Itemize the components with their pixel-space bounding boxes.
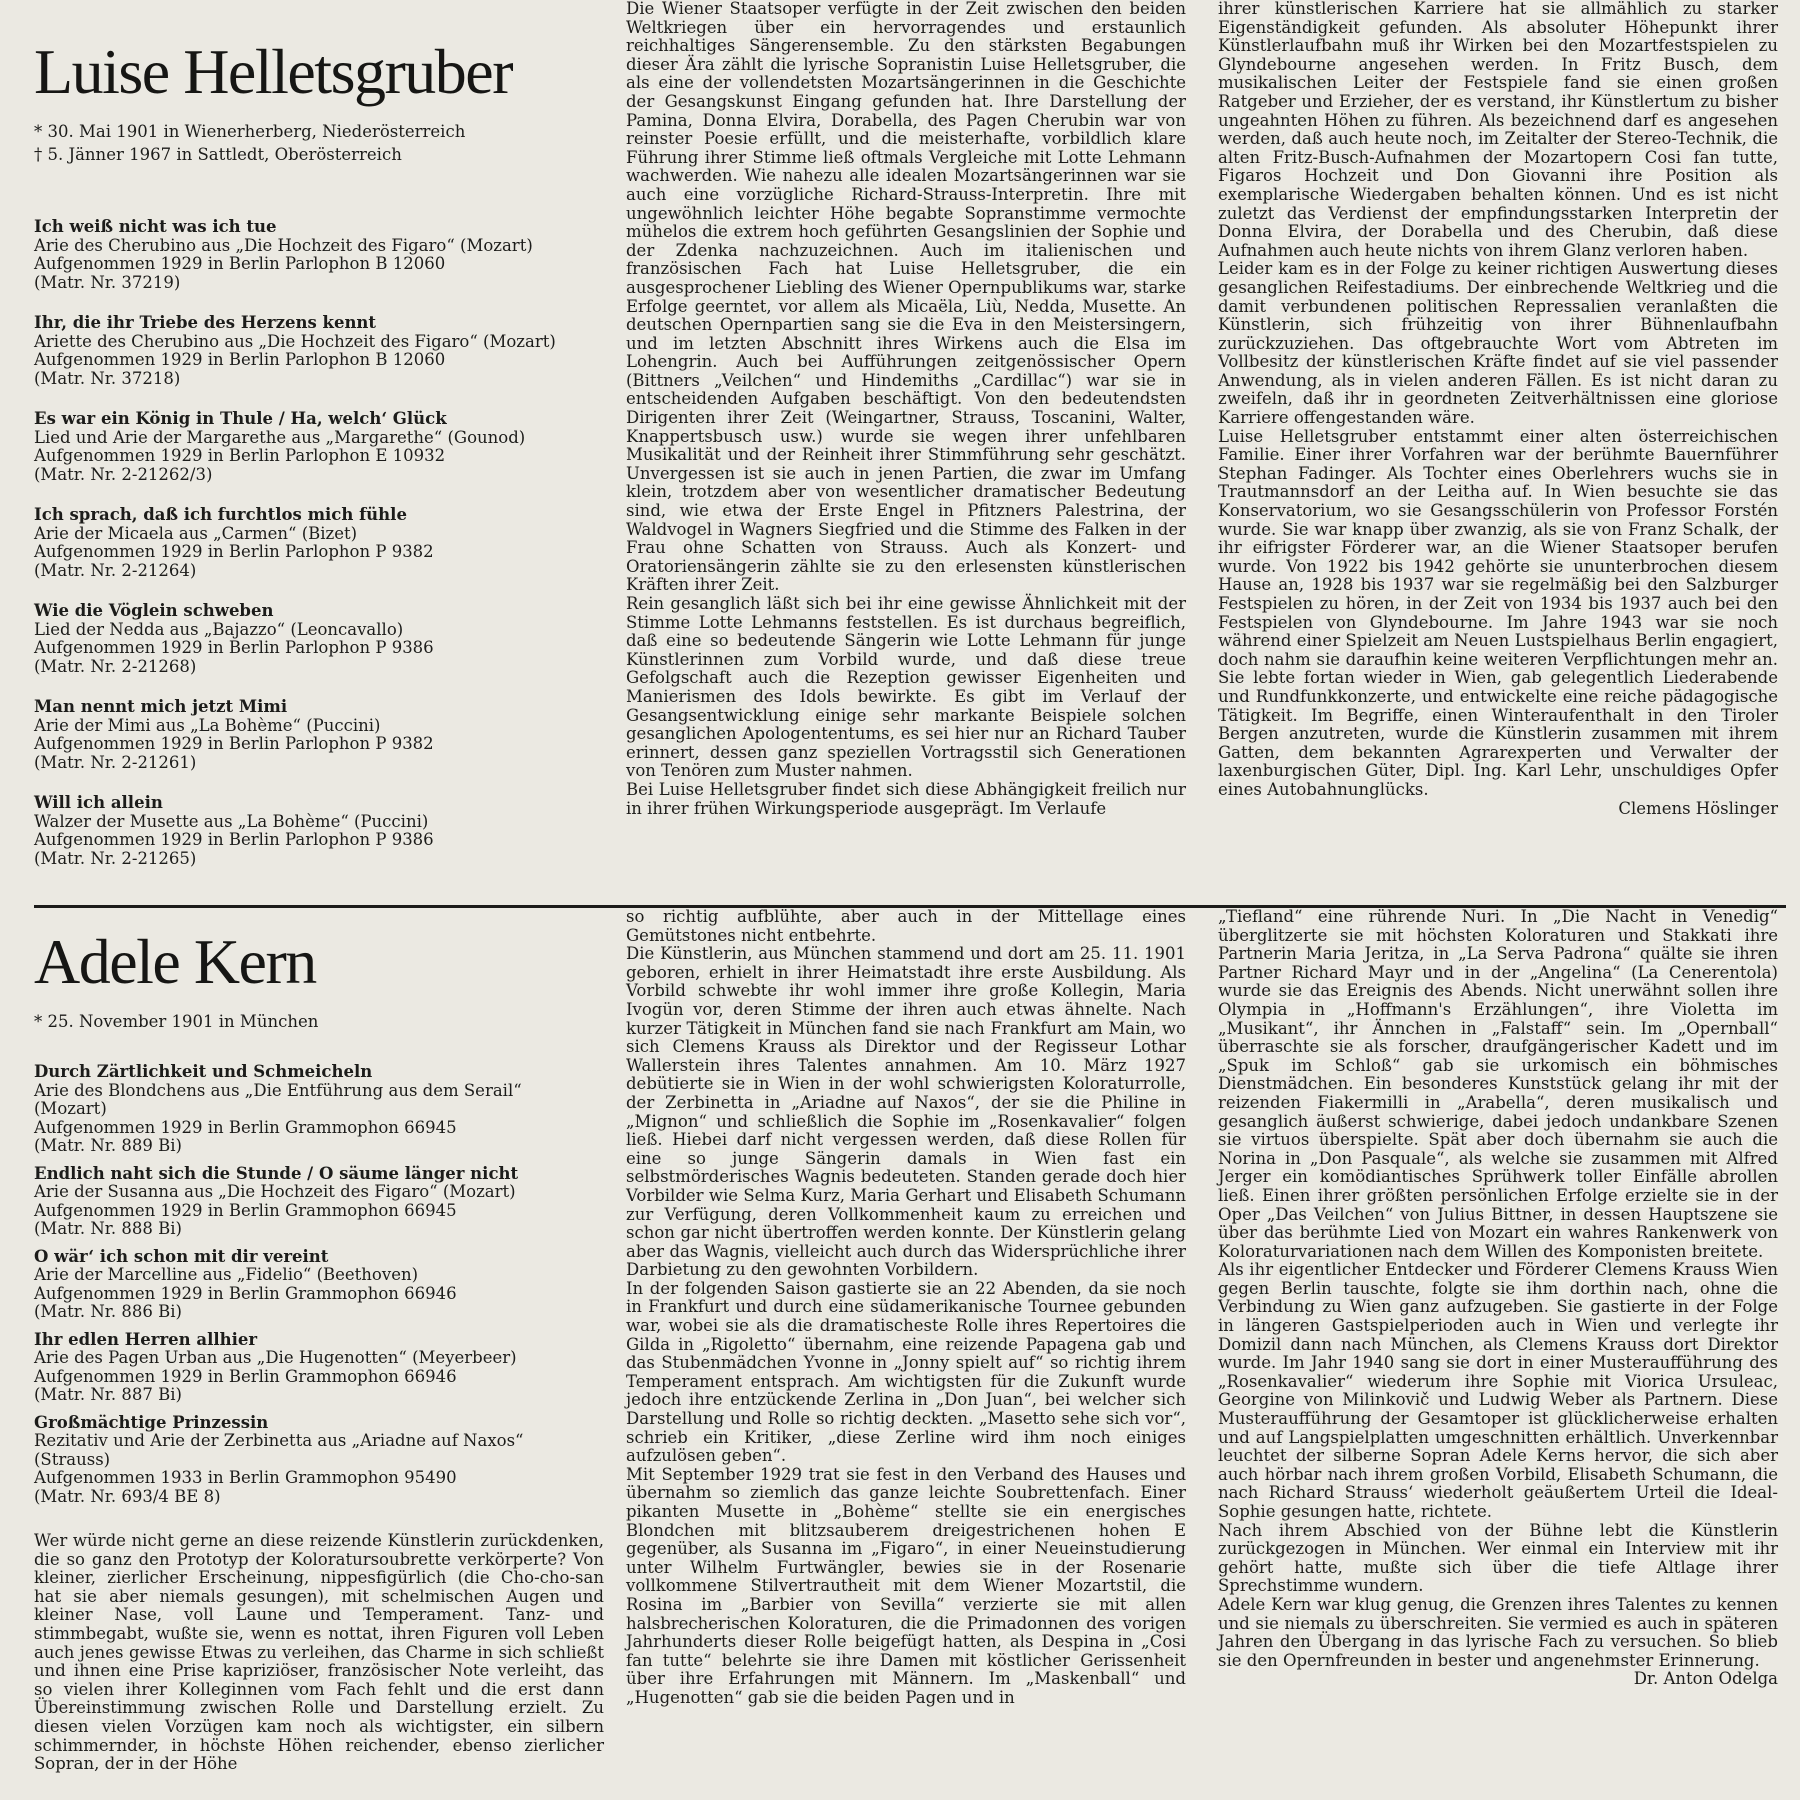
kern-section bbox=[0, 908, 1800, 1800]
recording-title: Ihr edlen Herren allhier bbox=[34, 1329, 258, 1349]
recording-info: Aufgenommen 1929 in Berlin Parlophon P 9382 bbox=[34, 542, 434, 561]
recording-info: Aufgenommen 1929 in Berlin Grammophon 66945 bbox=[34, 1117, 457, 1137]
recording-title: Man nennt mich jetzt Mimi bbox=[34, 697, 288, 716]
recording-info: Aufgenommen 1929 in Berlin Grammophon 66945 bbox=[34, 1200, 457, 1220]
recording-entry bbox=[34, 1331, 604, 1405]
recording-entry bbox=[34, 698, 604, 772]
recording-entry bbox=[34, 602, 604, 676]
biography-text bbox=[1218, 0, 1778, 800]
matrix-number: (Matr. Nr. 37219) bbox=[34, 272, 181, 292]
recording-title: Es war ein König in Thule / Ha, welch‘ Glück bbox=[34, 409, 447, 428]
paragraph: In der folgenden Saison gastierte sie an 22 Abenden, da sie noch in Frankfurt und durch eine südamerikanische Tournee gebunden war, wobei sie als die dramatischeste Rolle ihres Repertoires die Gilda in „Rigoletto“ übernahm, eine reizende Papagena gab und das Stubenmädchen Yvonne in „Jonny spielt auf“ so richtig ihrem Temperament entsprach. Am wichtigsten für die Zukunft wurde jedoch ihre entzückende Zerlina in „Don Juan“, bei welcher sich Darstellung und Rolle so richtig deckten. „Masetto sehe sich vor“, schrieb ein Kritiker, „diese Zerline wird ihm noch einiges aufzulösen geben“. bbox=[626, 1278, 1186, 1466]
paragraph: „Tiefland“ eine rührende Nuri. In „Die Nacht in Venedig“ überglitzerte sie mit höchsten Koloraturen und Stakkati ihre Partnerin Maria Jeritza, in „La Serva Padrona“ quälte sie ihren Partner Richard Mayr und in der „Angelina“ (La Cenerentola) wurde sie das Ereignis des Abends. Nicht unerwähnt sollen ihre Olympia in „Hoffmann's Erzählungen“, ihre Violetta im „Musikant“, ihr Ännchen in „Falstaff“ sein. Im „Opernball“ überraschte sie als forscher, draufgängerischer Kadett und im „Spuk im Schloß“ gab sie urkomisch ein böhmisches Dienstmädchen. Ein besonderes Kunststück gelang ihr mit der reizenden Fiakermilli in „Arabella“, deren musikalisch und gesanglich äußerst schwierige, dabei jedoch undankbare Szenen sie virtuos überspielte. Spät aber doch übernahm sie auch die Norina in „Don Pasquale“, als welche sie zusammen mit Alfred Jerger ein komödiantisches Sprühwerk toller Einfälle abrollen ließ. Einen ihrer größten persönlichen Erfolge erzielte sie in der Oper „Das Veilchen“ von Julius Bittner, in dessen Hauptszene sie über das berühmte Lied von Mozart ein wahres Rankenwerk von Koloraturvariationen nach dem Willen des Komponisten breitete. bbox=[1218, 907, 1778, 1261]
matrix-number: (Matr. Nr. 37218) bbox=[34, 368, 181, 388]
recording-description: Arie des Pagen Urban aus „Die Hugenotten“ (Meyerbeer) bbox=[34, 1348, 517, 1367]
recording-entry bbox=[34, 314, 604, 388]
helletsgruber-column-2 bbox=[626, 0, 1186, 818]
paragraph: Die Künstlerin, aus München stammend und dort am 25. 11. 1901 geboren, erhielt in ihrer Heimatstadt ihre erste Ausbildung. Als Vorbild schwebte ihr wohl immer ihre große Kollegin, Maria Ivogün vor, deren Stimme der ihren auch etwas ähnelte. Nach kurzer Tätigkeit in München fand sie nach Frankfurt am Main, wo sich Clemens Krauss als Direktor und der Regisseur Lothar Wallerstein ihres Talentes annahmen. Am 10. März 1927 debütierte sie in Wien in der wohl schwierigsten Koloraturrolle, der Zerbinetta in „Ariadne auf Naxos“, der sie die Philine in „Mignon“ und schließlich die Sophie im „Rosenkavalier“ folgen ließ. Hiebei darf nicht vergessen werden, daß diese Rollen für eine so junge Sängerin damals in Wien fast ein selbstmörderisches Wagnis bedeuteten. Standen gerade doch hier Vorbilder wie Selma Kurz, Maria Gerhart und Elisabeth Schumann zur Verfügung, deren Vollkommenheit kaum zu erreichen und schon gar nicht übertroffen werden konnte. Der Künstlerin gelang aber das Wagnis, vielleicht auch durch das Widersprüchliche ihrer Darbietung zu den gewohnten Vorbildern. bbox=[626, 944, 1186, 1280]
biography-text bbox=[1218, 908, 1778, 1670]
recording-info: Aufgenommen 1929 in Berlin Parlophon P 9382 bbox=[34, 734, 434, 753]
recording-info: Aufgenommen 1933 in Berlin Grammophon 95490 bbox=[34, 1468, 457, 1487]
birth-line: * 25. November 1901 in München bbox=[34, 1012, 319, 1031]
recording-description: Arie der Mimi aus „La Bohème“ (Puccini) bbox=[34, 715, 381, 735]
matrix-number: (Matr. Nr. 2-21262/3) bbox=[34, 464, 213, 484]
author-signature: Clemens Höslinger bbox=[1618, 798, 1778, 818]
recording-entry bbox=[34, 1248, 604, 1322]
recording-title: Will ich allein bbox=[34, 793, 163, 812]
matrix-number: (Matr. Nr. 887 Bi) bbox=[34, 1385, 182, 1404]
recording-info: Aufgenommen 1929 in Berlin Parlophon B 12060 bbox=[34, 254, 446, 273]
artist-name: Adele Kern bbox=[34, 926, 316, 997]
artist-name: Luise Helletsgruber bbox=[34, 36, 512, 107]
recording-entry bbox=[34, 1165, 604, 1239]
matrix-number: (Matr. Nr. 886 Bi) bbox=[34, 1302, 182, 1321]
recording-list bbox=[34, 1063, 604, 1506]
death-line: † 5. Jänner 1967 in Sattledt, Oberösterreich bbox=[34, 145, 402, 164]
recording-title: Endlich naht sich die Stunde / O säume länger nicht bbox=[34, 1163, 519, 1183]
recording-entry bbox=[34, 218, 604, 292]
matrix-number: (Matr. Nr. 889 Bi) bbox=[34, 1136, 182, 1155]
recording-title: Ich sprach, daß ich furchtlos mich fühle bbox=[34, 505, 407, 524]
recording-title: Ich weiß nicht was ich tue bbox=[34, 217, 277, 236]
matrix-number: (Matr. Nr. 2-21265) bbox=[34, 848, 197, 868]
recording-info: Aufgenommen 1929 in Berlin Grammophon 66946 bbox=[34, 1366, 457, 1386]
paragraph: Mit September 1929 trat sie fest in den Verband des Hauses und übernahm so ziemlich das ganze leichte Soubrettenfach. Einer pikanten Musette in „Bohème“ stellte sie ein energisches Blondchen mit blitzsauberem dreigestrichenen hohen E gegenüber, als Susanna im „Figaro“, in einer Neueinstudierung unter Wilhelm Furtwängler, bewies sie in der Rosenarie vollkommene Stilvertrautheit mit dem Wiener Mozartstil, die Rosina im „Barbier von Sevilla“ verzierte sie mit allen halsbrecherischen Koloraturen, die die Primadonnen des vorigen Jahrhunderts dieser Rolle beigefügt hatten, als Despina in „Cosi fan tutte“ belehrte sie ihre Damen mit köstlicher Gerissenheit über ihre Erfahrungen mit Männern. Im „Maskenball“ und „Hugenotten“ gab sie die beiden Pagen und in bbox=[626, 1464, 1186, 1707]
recording-description: Arie des Cherubino aus „Die Hochzeit des Figaro“ (Mozart) bbox=[34, 235, 533, 255]
helletsgruber-column-1 bbox=[34, 0, 604, 890]
recording-title: Durch Zärtlichkeit und Schmeicheln bbox=[34, 1062, 373, 1081]
recording-entry bbox=[34, 1063, 604, 1156]
recording-description: Arie der Susanna aus „Die Hochzeit des Figaro“ (Mozart) bbox=[34, 1182, 516, 1201]
paragraph: Die Wiener Staatsoper verfügte in der Zeit zwischen den beiden Weltkriegen über ein hervorragendes und erstaunlich reichhaltiges Sängerensemble. Zu den stärksten Begabungen dieser Ära zählt die lyrische Sopranistin Luise Helletsgruber, die als eine der vollendetsten Mozartsängerinnen in die Geschichte der Gesangskunst Eingang gefunden hat. Ihre Darstellung der Pamina, Donna Elvira, Dorabella, des Pagen Cherubin war von reinster Poesie erfüllt, und die meisterhafte, vorbildlich klare Führung ihrer Stimme ließ oftmals Vergleiche mit Lotte Lehmann wachwerden. Wie nahezu alle idealen Mozartsängerinnen war sie auch eine vorzügliche Richard-Strauss-Interpretin. Ihre mit ungewöhnlich leichter Höhe begabte Sopranstimme vermochte mühelos die extrem hoch geführten Gesangslinien der Sophie und der Zdenka nachzuzeichnen. Auch im italienischen und französischen Fach hat Luise Helletsgruber, die ein ausgesprochener Liebling des Wiener Opernpublikums war, starke Erfolge geerntet, vor allem als Micaëla, Liù, Nedda, Musette. An deutschen Opernpartien sang sie die Eva in den Meistersingern, und im letzten Abschnitt ihres Wirkens auch die Elsa im Lohengrin. Auch bei Aufführungen zeitgenössischer Opern (Bittners „Veilchen“ und Hindemiths „Cardillac“) war sie in entscheidenden Aufgaben beschäftigt. Von den bedeutendsten Dirigenten ihrer Zeit (Weingartner, Strauss, Toscanini, Walter, Knappertsbusch usw.) wurde sie wegen ihrer unfehlbaren Musikalität und der Reinheit ihrer Stimmführung sehr geschätzt. Unvergessen ist sie auch in jenen Partien, die zwar im Umfang klein, trotzdem aber von wesentlicher dramatischer Bedeutung sind, wie etwa der Erste Engel in Pfitzners Palestrina, der Waldvogel in Wagners Siegfried und die Stimme des Falken in der Frau ohne Schatten von Strauss. Auch als Konzert- und Oratoriensängerin zählte sie zu den erlesensten künstlerischen Kräften ihrer Zeit. bbox=[626, 0, 1186, 595]
recording-info: Aufgenommen 1929 in Berlin Parlophon B 12060 bbox=[34, 350, 446, 369]
helletsgruber-column-3 bbox=[1218, 0, 1778, 818]
paragraph: ihrer künstlerischen Karriere hat sie allmählich zu starker Eigenständigkeit gefunden. Als absoluter Höhepunkt ihrer Künstlerlaufbahn muß ihr Wirken bei den Mozartfestspielen zu Glyndebourne angesehen werden. In Fritz Busch, dem musikalischen Leiter der Festspiele fand sie einen großen Ratgeber und Erzieher, der es verstand, ihr Künstlertum zu bisher ungeahnten Höhen zu führen. Als bezeichnend darf es angesehen werden, daß auch heute noch, im Zeitalter der Stereo-Technik, die alten Fritz-Busch-Aufnahmen der Mozartopern Cosi fan tutte, Figaros Hochzeit und Don Giovanni ihre Position als exemplarische Wiedergaben behalten können. Und es ist nicht zuletzt das Verdienst der empfindungsstarken Interpretin der Donna Elvira, der Dorabella und des Cherubin, daß diese Aufnahmen auch heute nichts von ihrem Glanz verloren haben. bbox=[1218, 0, 1778, 260]
biography-text bbox=[34, 1532, 604, 1774]
paragraph: Adele Kern war klug genug, die Grenzen ihres Talentes zu kennen und sie niemals zu überschreiten. Sie vermied es auch in späteren Jahren den Übergang in das lyrische Fach zu versuchen. So blieb sie den Opernfreunden in bester und angenehmster Erinnerung. bbox=[1218, 1594, 1778, 1670]
paragraph: so richtig aufblühte, aber auch in der Mittellage eines Gemütstones nicht entbehrte. bbox=[626, 907, 1186, 945]
matrix-number: (Matr. Nr. 693/4 BE 8) bbox=[34, 1486, 221, 1506]
recording-description: Walzer der Musette aus „La Bohème“ (Puccini) bbox=[34, 811, 429, 831]
paragraph: Als ihr eigentlicher Entdecker und Förderer Clemens Krauss Wien gegen Berlin tauschte, folgte sie ihm dorthin nach, ohne die Verbindung zu Wien ganz aufzugeben. Sie gastierte in der Folge in längeren Gastspielperioden auch in Wien und verlegte ihr Domizil dann nach München, als Clemens Krauss dort Direktor wurde. Im Jahr 1940 sang sie dort in einer Musteraufführung des „Rosenkavalier“ wiederum ihre Sophie mit Viorica Ursuleac, Georgine von Milinkovič und Ludwig Weber als Partnern. Diese Musteraufführung der Gesamtoper ist glücklicherweise erhalten und auf Langspielplatten umgeschnitten erhältlich. Unverkennbar leuchtet der silberne Sopran Adele Kerns hervor, die sich aber auch hörbar nach ihrem großen Vorbild, Elisabeth Schumann, die nach Richard Strauss‘ wiederholt geäußertem Urteil die Ideal-Sophie gesungen hatte, richtete. bbox=[1218, 1260, 1778, 1521]
recording-title: Ihr, die ihr Triebe des Herzens kennt bbox=[34, 313, 377, 332]
paragraph: Bei Luise Helletsgruber findet sich diese Abhängigkeit freilich nur in ihrer frühen Wirkungsperiode ausgeprägt. Im Verlaufe bbox=[626, 779, 1186, 818]
recording-entry bbox=[34, 410, 604, 484]
recording-description: Arie des Blondchens aus „Die Entführung aus dem Serail“ bbox=[34, 1080, 522, 1100]
matrix-number: (Matr. Nr. 2-21268) bbox=[34, 656, 197, 676]
recording-list bbox=[34, 218, 604, 868]
recording-description: Ariette des Cherubino aus „Die Hochzeit des Figaro“ (Mozart) bbox=[34, 331, 556, 351]
recording-info: Aufgenommen 1929 in Berlin Grammophon 66946 bbox=[34, 1283, 457, 1303]
author-signature: Dr. Anton Odelga bbox=[1633, 1669, 1778, 1689]
recording-entry bbox=[34, 506, 604, 580]
matrix-number: (Matr. Nr. 888 Bi) bbox=[34, 1219, 182, 1238]
recording-title: O wär‘ ich schon mit dir vereint bbox=[34, 1246, 329, 1266]
kern-column-3 bbox=[1218, 908, 1778, 1689]
recording-composer: (Strauss) bbox=[34, 1449, 111, 1469]
recording-info: Aufgenommen 1929 in Berlin Parlophon P 9386 bbox=[34, 638, 434, 657]
life-dates bbox=[34, 120, 604, 166]
recording-description: Lied und Arie der Margarethe aus „Margarethe“ (Gounod) bbox=[34, 427, 526, 447]
recording-title: Großmächtige Prinzessin bbox=[34, 1412, 269, 1432]
paragraph: Wer würde nicht gerne an diese reizende Künstlerin zurückdenken, die so ganz den Prototyp der Koloratursoubrette verkörperte? Von kleiner, zierlicher Erscheinung, nippesfigürlich (die Cho-cho-san hat sie aber niemals gesungen), mit schelmischen Augen und kleiner Nase, voll Laune und Temperament. Tanz- und stimmbegabt, wußte sie, wenn es nottat, ihren Figuren voll Leben auch jenes gewisse Etwas zu verleihen, das Charme in sich schließt und ihnen eine Prise kapriziöser, französischer Note verleiht, das so vielen ihrer Kolleginnen vom Fach fehlt und die erst dann Übereinstimmung zwischen Rolle und Darstellung erzielt. Zu diesen vielen Vorzügen kam noch als wichtigster, ein silbern schimmernder, in höchste Höhen reichender, ebenso zierlicher Sopran, der in der Höhe bbox=[34, 1531, 604, 1774]
life-dates bbox=[34, 1010, 604, 1033]
paragraph: Luise Helletsgruber entstammt einer alten österreichischen Familie. Einer ihrer Vorfahren war der berühmte Bauernführer Stephan Fadinger. Als Tochter eines Oberlehrers wuchs sie in Trautmannsdorf an der Leitha auf. In Wien besuchte sie das Konservatorium, wo sie Gesangsschülerin von Professor Forstén wurde. Sie war knapp über zwanzig, als sie von Franz Schalk, der ihr eifrigster Förderer war, an die Wiener Staatsoper berufen wurde. Von 1922 bis 1942 gehörte sie ununterbrochen diesem Hause an, 1928 bis 1937 war sie regelmäßig bei den Salzburger Festspielen zu hören, in der Zeit von 1934 bis 1937 auch bei den Festspielen von Glyndebourne. Im Jahre 1943 war sie noch während einer Spielzeit am Neuen Lustspielhaus Berlin engagiert, doch nahm sie daraufhin keine weiteren Verpflichtungen mehr an. Sie lebte fortan wieder in Wien, gab gelegentlich Liederabende und Rundfunkkonzerte, und entwickelte eine reiche pädagogische Tätigkeit. Im Begriffe, einen Winteraufenthalt in den Tiroler Bergen anzutreten, wurde die Künstlerin zusammen mit ihrem Gatten, dem bekannten Agrarexperten und Verwalter der laxenburgischen Güter, Dipl. Ing. Karl Lehr, unschuldiges Opfer eines Autobahnunglücks. bbox=[1218, 426, 1778, 799]
matrix-number: (Matr. Nr. 2-21261) bbox=[34, 752, 197, 772]
recording-description: Arie der Micaela aus „Carmen“ (Bizet) bbox=[34, 523, 358, 543]
paragraph: Nach ihrem Abschied von der Bühne lebt die Künstlerin zurückgezogen in München. Wer einmal ein Interview mit ihr gehört hatte, mußte sich über die tiefe Altlage ihrer Sprechstimme wundern. bbox=[1218, 1520, 1778, 1596]
recording-title: Wie die Vöglein schweben bbox=[34, 601, 274, 620]
kern-column-1 bbox=[34, 908, 604, 1774]
recording-info: Aufgenommen 1929 in Berlin Parlophon P 9386 bbox=[34, 830, 434, 849]
recording-entry bbox=[34, 1414, 604, 1507]
matrix-number: (Matr. Nr. 2-21264) bbox=[34, 560, 197, 580]
recording-description: Lied der Nedda aus „Bajazzo“ (Leoncavallo) bbox=[34, 619, 404, 639]
recording-description: Rezitativ und Arie der Zerbinetta aus „Ariadne auf Naxos“ bbox=[34, 1431, 524, 1450]
birth-line: * 30. Mai 1901 in Wienerherberg, Niederösterreich bbox=[34, 122, 466, 141]
paragraph: Rein gesanglich läßt sich bei ihr eine gewisse Ähnlichkeit mit der Stimme Lotte Lehmanns feststellen. Es ist durchaus begreiflich, daß eine so bedeutende Sängerin wie Lotte Lehmann für junge Künstlerinnen zum Vorbild wurde, und daß diese treue Gefolgschaft auch die Rezeption gewisser Eigenheiten und Manierismen des Idols bewirkte. Es gibt im Verlauf der Gesangsentwicklung einige sehr markante Beispiele solchen gesanglichen Apologententums, es sei hier nur an Richard Tauber erinnert, dessen ganz speziellen Vortragsstil sich Generationen von Tenören zum Muster nahmen. bbox=[626, 594, 1186, 781]
recording-composer: (Mozart) bbox=[34, 1099, 107, 1118]
kern-column-2 bbox=[626, 908, 1186, 1708]
paragraph: Leider kam es in der Folge zu keiner richtigen Auswertung dieses gesanglichen Reifestadiums. Der einbrechende Weltkrieg und die damit verbundenen politischen Repressalien veranlaßten die Künstlerin, sich frühzeitig von ihrer Bühnenlaufbahn zurückzuziehen. Das oftgebrauchte Wort vom Abtreten im Vollbesitz der künstlerischen Kräfte findet auf sie viel passender Anwendung, als in vielen anderen Fällen. Es ist nicht daran zu zweifeln, daß ihr in geordneten Zeitverhältnissen eine gloriose Karriere offengestanden wäre. bbox=[1218, 259, 1778, 428]
recording-info: Aufgenommen 1929 in Berlin Parlophon E 10932 bbox=[34, 446, 446, 465]
recording-entry bbox=[34, 794, 604, 868]
recording-description: Arie der Marcelline aus „Fidelio“ (Beethoven) bbox=[34, 1265, 419, 1284]
